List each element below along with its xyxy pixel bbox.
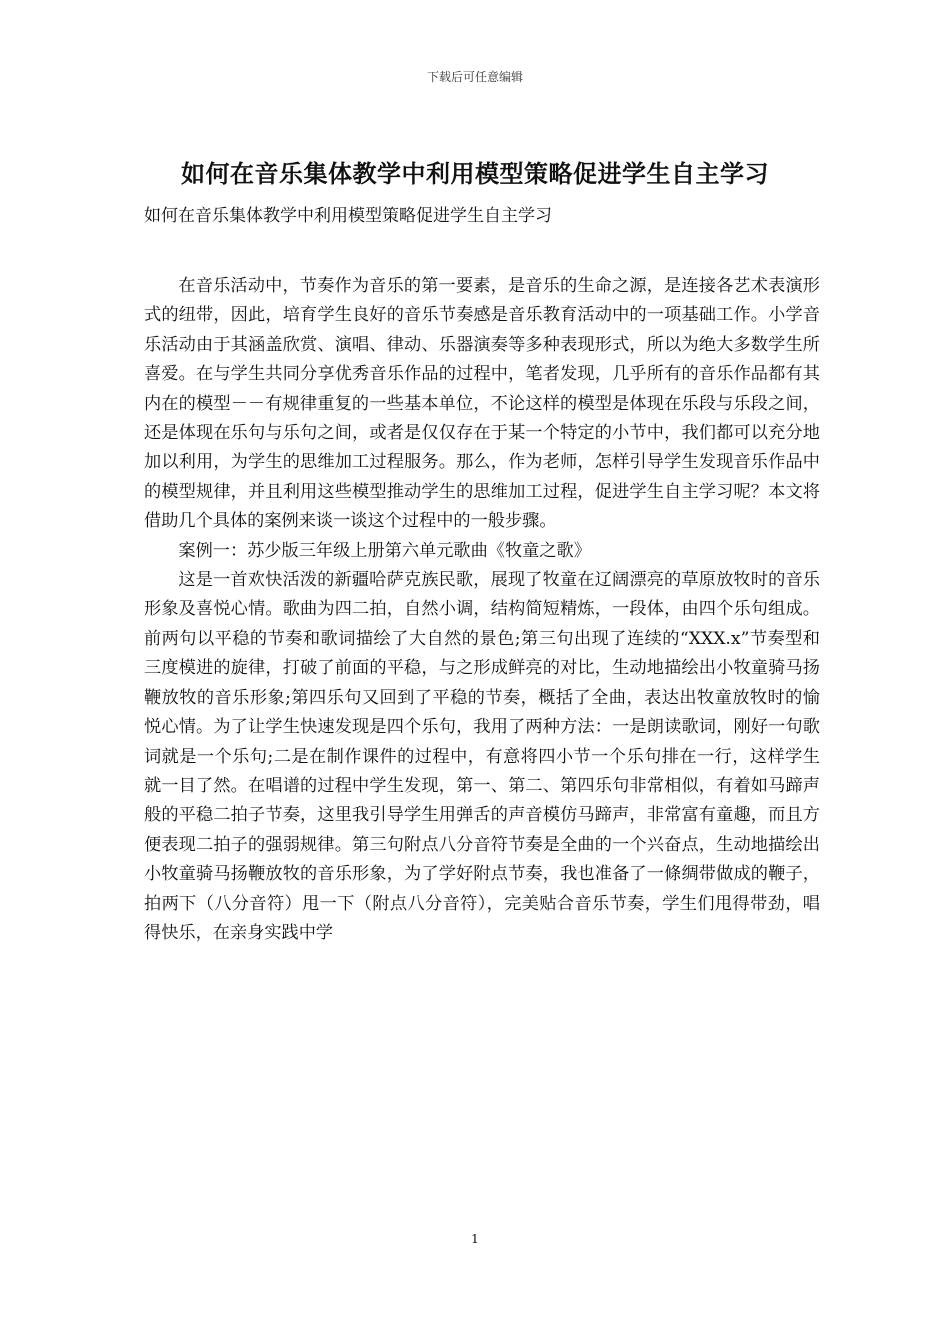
page-number: 1 xyxy=(471,1232,479,1246)
paragraph-intro: 在音乐活动中，节奏作为音乐的第一要素，是音乐的生命之源，是连接各艺术表演形式的纽带，因此，培育学生良好的音乐节奏感是音乐教育活动中的一项基础工作。小学音乐活动由于其涵盖欣赏、演唱、律动、乐器演奏等多种表现形式，所以为绝大多数学生所喜爱。在与学生共同分享优秀音乐作品的过程中，笔者发现，几乎所有的音乐作品都有其内在的模型－－有规律重复的一些基本单位，不论这样的模型是体现在乐段与乐段之间，还是体现在乐句与乐句之间，或者是仅仅存在于某一个特定的小节中，我们都可以充分地加以利用，为学生的思维加工过程服务。那么，作为老师，怎样引导学生发现音乐作品中的模型规律，并且利用这些模型推动学生的思维加工过程，促进学生自主学习呢？本文将借助几个具体的案例来谈一谈这个过程中的一般步骤。 xyxy=(144,276,820,532)
paragraph-case-one: 这是一首欢快活泼的新疆哈萨克族民歌，展现了牧童在辽阔漂亮的草原放牧时的音乐形象及喜悦心情。歌曲为四二拍，自然小调，结构简短精炼，一段体，由四个乐句组成。前两句以平稳的节奏和歌词描绘了大自然的景色;第三句出现了连续的“XXX.x”节奏型和三度模进的旋律，打破了前面的平稳，与之形成鲜亮的对比，生动地描绘出小牧童骑马扬鞭放牧的音乐形象;第四乐句又回到了平稳的节奏，概括了全曲，表达出牧童放牧时的愉悦心情。为了让学生快速发现是四个乐句，我用了两种方法：一是朗读歌词，刚好一句歌词就是一个乐句;二是在制作课件的过程中，有意将四小节一个乐句排在一行，这样学生就一目了然。在唱谱的过程中学生发现，第一、第二、第四乐句非常相似，有着如马蹄声般的平稳二拍子节奏，这里我引导学生用弹舌的声音模仿马蹄声，非常富有童趣，而且方便表现二拍子的强弱规律。第三句附点八分音符节奏是全曲的一个兴奋点，生动地描绘出小牧童骑马扬鞭放牧的音乐形象，为了学好附点节奏，我也准备了一條绸带做成的鞭子，拍两下（八分音符）甩一下（附点八分音符），完美贴合音乐节奏，学生们甩得带劲，唱得快乐，在亲身实践中学 xyxy=(144,570,820,943)
page-header-note: 下载后可任意编辑 xyxy=(426,70,523,84)
document-body xyxy=(144,272,820,948)
paragraph-case-heading: 案例一：苏少版三年级上册第六单元歌曲《牧童之歌》 xyxy=(178,540,591,561)
document-subtitle: 如何在音乐集体教学中利用模型策略促进学生自主学习 xyxy=(144,206,552,226)
document-title: 如何在音乐集体教学中利用模型策略促进学生自主学习 xyxy=(181,159,769,188)
